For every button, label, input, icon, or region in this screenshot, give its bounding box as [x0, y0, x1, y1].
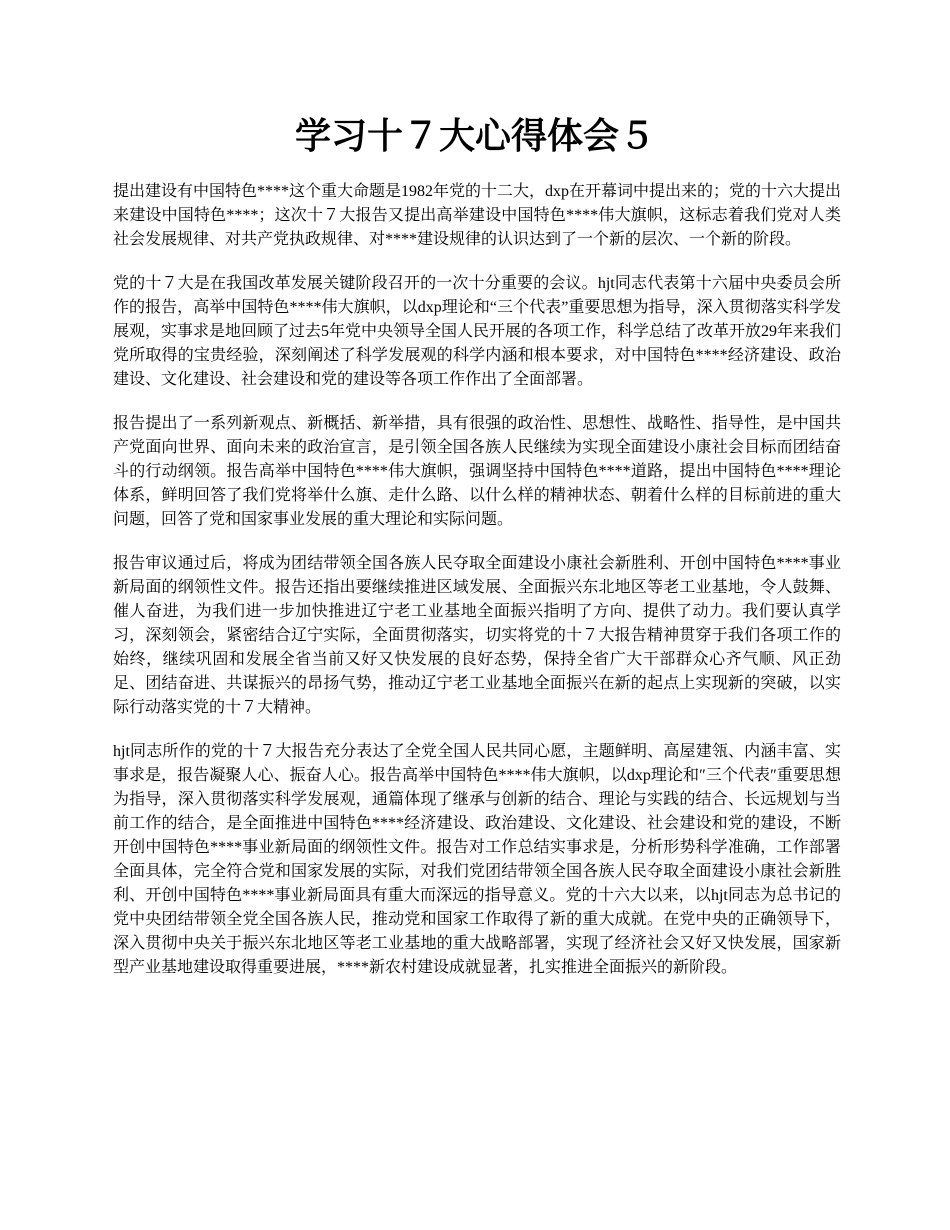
- paragraph-3: 报告提出了一系列新观点、新概括、新举措，具有很强的政治性、思想性、战略性、指导性，是中国共产党面向世界、面向未来的政治宣言，是引领全国各族人民继续为实现全面建设小康社会目标而团结奋斗的行动纲领。报告高举中国特色****伟大旗帜，强调坚持中国特色****道路，提出中国特色****理论体系，鲜明回答了我们党将举什么旗、走什么路、以什么样的精神状态、朝着什么样的目标前进的重大问题，回答了党和国家事业发展的重大理论和实际问题。: [113, 415, 841, 528]
- paragraph-2: 党的十７大是在我国改革发展关键阶段召开的一次十分重要的会议。hjt同志代表第十六届中央委员会所作的报告，高举中国特色****伟大旗帜，以dxp理论和“三个代表”重要思想为指导，深入贯彻落实科学发展观，实事求是地回顾了过去5年党中央领导全国人民开展的各项工作，科学总结了改革开放29年来我们党所取得的宝贵经验，深刻阐述了科学发展观的科学内涵和根本要求，对中国特色****经济建设、政治建设、文化建设、社会建设和党的建设等各项工作作出了全面部署。: [113, 275, 842, 388]
- paragraph-1: 提出建设有中国特色****这个重大命题是1982年党的十二大，dxp在开幕词中提出来的；党的十六大提出来建设中国特色****；这次十７大报告又提出高举建设中国特色****伟大旗帜，这标志着我们党对人类社会发展规律、对共产党执政规律、对****建设规律的认识达到了一个新的层次、一个新的阶段。: [113, 183, 842, 248]
- document-body: [113, 180, 841, 1000]
- document-title: 学习十７大心得体会５: [294, 115, 655, 157]
- paragraph-4: 报告审议通过后，将成为团结带领全国各族人民夺取全面建设小康社会新胜利、开创中国特色****事业新局面的纲领性文件。报告还指出要继续推进区域发展、全面振兴东北地区等老工业基地，令人鼓舞、催人奋进，为我们进一步加快推进辽宁老工业基地全面振兴指明了方向、提供了动力。我们要认真学习，深刻领会，紧密结合辽宁实际，全面贯彻落实，切实将党的十７大报告精神贯穿于我们各项工作的始终，继续巩固和发展全省当前又好又快发展的良好态势，保持全省广大干部群众心齐气顺、风正劲足、团结奋进、共谋振兴的昂扬气势，推动辽宁老工业基地全面振兴在新的起点上实现新的突破，以实际行动落实党的十７大精神。: [113, 555, 841, 716]
- paragraph-5: hjt同志所作的党的十７大报告充分表达了全党全国人民共同心愿，主题鲜明、高屋建瓴、内涵丰富、实事求是，报告凝聚人心、振奋人心。报告高举中国特色****伟大旗帜，以dxp理论和″三个代表″重要思想为指导，深入贯彻落实科学发展观，通篇体现了继承与创新的结合、理论与实践的结合、长远规划与当前工作的结合，是全面推进中国特色****经济建设、政治建设、文化建设、社会建设和党的建设，不断开创中国特色****事业新局面的纲领性文件。报告对工作总结实事求是，分析形势科学准确，工作部署全面具体，完全符合党和国家发展的实际，对我们党团结带领全国各族人民夺取全面建设小康社会新胜利、开创中国特色****事业新局面具有重大而深远的指导意义。党的十六大以来，以hjt同志为总书记的党中央团结带领全党全国各族人民，推动党和国家工作取得了新的重大成就。在党中央的正确领导下，深入贯彻中央关于振兴东北地区等老工业基地的重大战略部署，实现了经济社会又好又快发展，国家新型产业基地建设取得重要进展，****新农村建设成就显著，扎实推进全面振兴的新阶段。: [113, 743, 841, 976]
